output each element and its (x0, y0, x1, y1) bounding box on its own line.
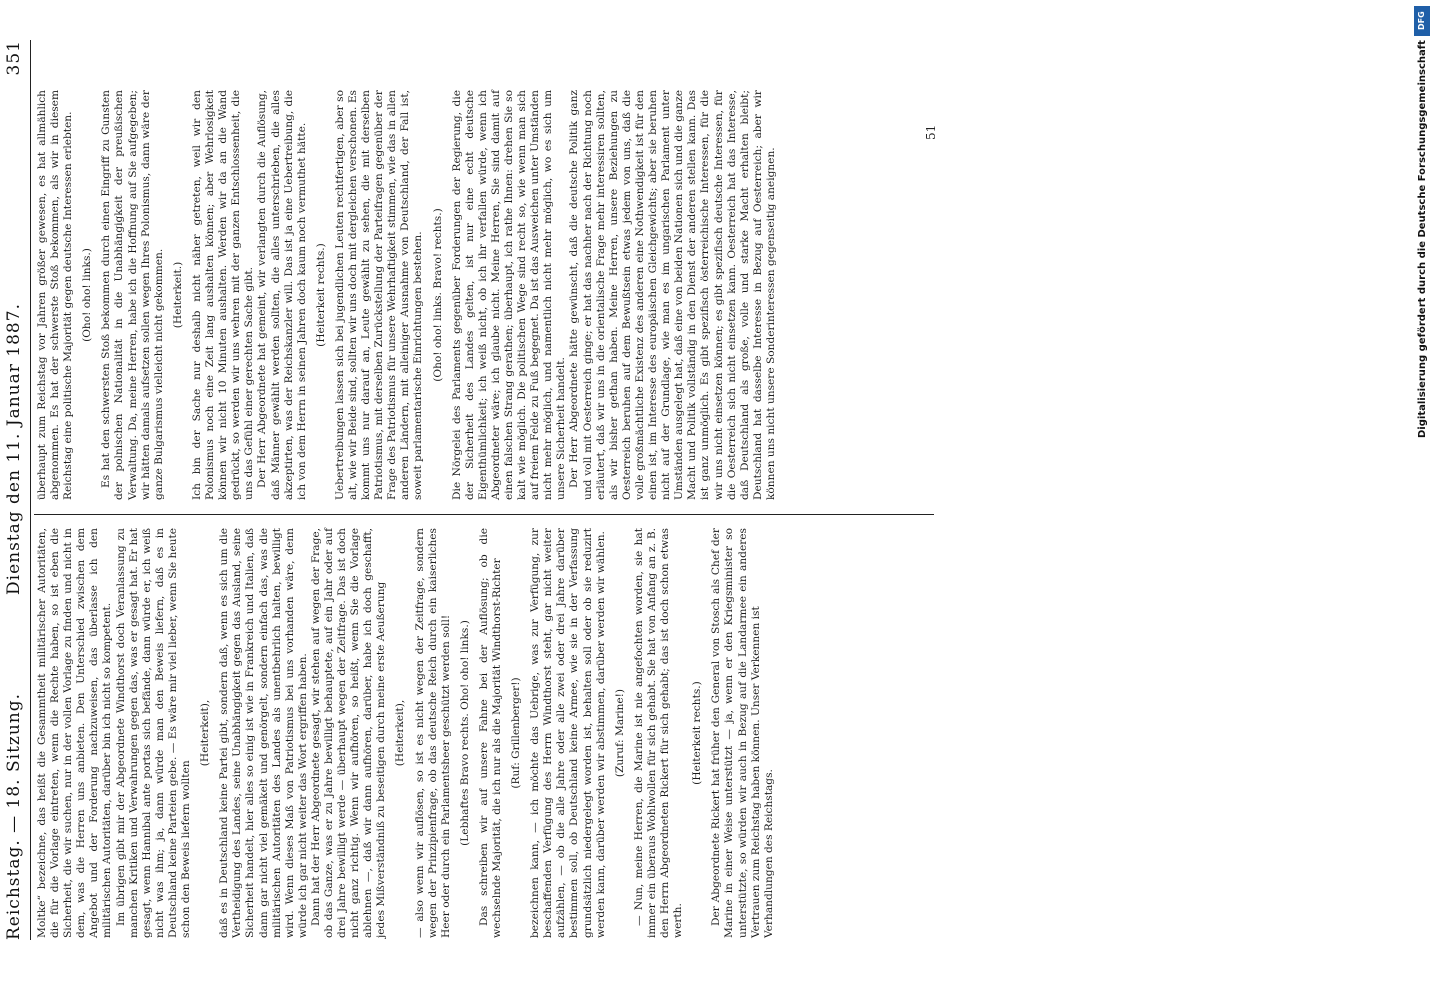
running-head-left: Reichstag. — 18. Sitzung. (4, 692, 24, 940)
stage-direction: (Heiterkeit), (394, 699, 407, 767)
dfg-logo: DFG (1414, 6, 1430, 36)
credit-text: Digitalisierung gefördert durch die Deutsche Forschungsgemeinschaft (1417, 40, 1428, 438)
stage-direction: (Oho! oho! links. Bravo! rechts.) (431, 208, 444, 382)
column-divider (34, 514, 934, 515)
paragraph: Es hat den schwersten Stoß bekommen durch einen Eingriff zu Gunsten der polnischen Nationalität in die Unabhängigkeit der preußischen Verwaltung. Da, meine Herren, habe ich die Hoffnung auf Sie aufgegeben; wir hätten damals aufsetzen sollen wegen Ihres Polonismus, dann wäre der ganze Bulgarismus vielleicht nicht gekommen. (100, 90, 165, 500)
paragraph: Der Herr Abgeordnete hat gemeint, wir verlangten durch die Auflösung, daß Männer gewählt werden sollten, die alles unterschrieben, die alles akzeptirten, was der Reichskanzler will. Das ist ja eine Uebertreibung, die ich von dem Herrn in seinen Jahren doch kaum noch vermuthet hätte. (256, 90, 308, 500)
running-head-date: Dienstag den 11. Januar 1887. (4, 303, 24, 595)
page-signature: 51 (924, 124, 938, 140)
paragraph: Der Herr Abgeordnete hätte gewünscht, daß die deutsche Politik ganz und voll mit Oesterreich ginge; er hat das nachher nach der Richtung noch erläutert, daß wir uns in die orientalische Frage mehr interessiren sollten, als wir bisher gethan haben. Meine Herren, unsere Beziehungen zu Oesterreich beruhen auf dem Bewußtsein etwas jedem von uns, daß die volle großmächtliche Existenz des anderen eine Nothwendigkeit ist für den einen ist, im Interesse des europäischen Gleichgewichts; aber sie beruhen nicht auf der Grundlage, wie man es im ungarischen Parlament unter Umständen ausgelegt hat, daß eine von beiden Nationen sich und die ganze Macht und Politik vollständig in den Dienst der anderen stellen kann. Das ist ganz unmöglich. Es gibt spezifisch österreichische Interessen, für die wir uns nicht einsetzen können; es gibt spezifisch deutsche Interessen, für die Oesterreich sich nicht einsetzen kann. Oesterreich hat das Interesse, daß Deutschland als große, volle und starke Macht erhalten bleibt; Deutschland hat dasselbe Interesse in Bezug auf Oesterreich; aber wir können uns nicht unsere Sonderinteressen gegenseitig aneignen. (568, 90, 777, 500)
paragraph: Der Abgeordnete Rickert hat früher den General von Stosch als Chef der Marine in einer Weise unterstützt — ja, wenn er den Kriegsminister so unterstützte, so würden wir auch in Bezug auf die Landarmee ein anderes Vertrauen zum Reichstag haben können. Unser Verkennen ist (710, 528, 762, 938)
paragraph: Die Nörgelei des Parlaments gegenüber Forderungen der Regierung, die der Sicherheit des Landes gelten, ist nur eine echt deutsche Eigenthümlichkeit; ich weiß nicht, ob ich ihr verfallen würde, wenn ich Abgeordneter wäre; ich glaube nicht. Meine Herren, Sie sind damit auf einen falschen Strang gerathen; überhaupt, ich rathe Ihnen: drehen Sie so kalt wie möglich. Die politischen Wege sind recht so, wie wenn man sich auf freiem Felde zu Fuß begegnet. Da ist das Ausweichen unter Umständen nicht mehr möglich, und namentlich nicht mehr möglich, wo es sich um unsere Sicherheit handelt. (450, 90, 568, 500)
stage-direction: (Heiterkeit rechts.) (314, 243, 327, 347)
credit-strip (1410, 0, 1432, 1000)
paragraph: — Nun, meine Herren, die Marine ist nie angefochten worden, sie hat immer ein überaus Wohlwollen für sich gehabt. Sie hat von Anfang an z. B. den Herrn Abgeordneten Rickert für sich gehabt; das ist doch schon etwas werth. (632, 528, 685, 938)
paragraph: Verhandlungen des Reichstags. (762, 769, 775, 938)
stage-direction: (Heiterkeit.) (171, 261, 184, 329)
page-number: 351 (4, 40, 24, 76)
paragraph: daß es in Deutschland keine Partei gibt, sondern daß, wenn es sich um die Vertheidigung des Landes, seine Unabhängigkeit gegen das Ausland, seine Sicherheit handelt, hier alles so einig ist wie in Frankreich und Italien, daß dann gar nicht viel gemäkelt und genörgelt, sondern einfach das, was die militärischen Autoritäten des Landes als unentbehrlich halten, bewilligt wird. Wenn dieses Maß von Patriotismus bei uns vorhanden wäre, denn würde ich gar nicht weiter das Wort ergriffen haben. (218, 528, 309, 938)
paragraph: Das schreiben wir auf unsere Fahne bei der Auflösung; ob die wechselnde Majorität, die ich nur als die Majorität Windthorst-Richter (477, 528, 503, 938)
paragraph: Im übrigen gibt mir der Abgeordnete Windthorst doch Veranlassung zu manchen Kritiken und Verwahrungen gegen das, was er gesagt hat. Er hat gesagt, wenn Hannibal ante portas sich befände, dann würde er, ich weiß nicht was ihm; ja, dann würde man den Beweis liefern, daß es in Deutschland keine Parteien gebe. — Es wäre mir viel lieber, wenn Sie heute schon den Beweis liefern wollten (114, 528, 193, 938)
paragraph: Moltke“ bezeichne, das heißt die Gesammtheit militärischer Autoritäten, die für die Vorlage eintreten, wenn die Rechte haben, so ist eben die Sicherheit, die wir suchen, nur in der vollen Vorlage zu finden und nicht in dem, was die Herren uns anbieten. Den Unterschied zwischen dem Angebot und der Forderung nachzuweisen, das überlasse ich den militärischen Autoritäten, darüber bin ich nicht so kompetent. (36, 528, 114, 938)
running-head (4, 40, 30, 940)
stage-direction: (Zuruf: Marine!) (613, 688, 626, 778)
paragraph: überhaupt zum Reichstag vor Jahren größer gewesen, es hat allmählich abgenommen. Es hat der schwerste Stoß bekommen, als wir in diesem Reichstag eine politische Majorität gegen deutsche Interessen erlebten. (36, 90, 75, 500)
paragraph: Dann hat der Herr Abgeordnete gesagt, wir stehen auf wegen der Frage, ob das Ganze, was er zu Jahre bewilligt behauptete, auf ein Jahr oder auf drei Jahre bewilligt werde — überhaupt wegen der Zeitfrage. Das ist doch nicht ganz richtig. Wenn wir aufhören, so heißt, wenn Sie die Vorlage ablehnen —, daß wir dann aufhören, darüber, habe ich doch geschafft, jedes Mißverständniß zu beseitigen durch meine erste Aeußerung (309, 528, 388, 938)
header-rule (30, 40, 31, 940)
stage-direction: (Heiterkeit rechts.) (691, 681, 704, 785)
right-column (36, 90, 778, 500)
paragraph: Ich bin der Sache nur deshalb nicht näher getreten, weil wir den Polonismus noch eine Zeit lang aushalten können; aber Wehrlosigkeit können wir nicht 10 Minuten aushalten. Werden wir da an die Wand gedrückt, so werden wir uns wehren mit der ganzen Entschlossenheit, die uns das Gefühl einer gerechten Sache gibt. (190, 90, 256, 500)
stage-direction: (Oho! oho! links.) (81, 248, 94, 342)
stage-direction: (Ruf: Grillenberger!) (510, 677, 523, 789)
stage-direction: (Heiterkeit), (199, 699, 212, 767)
stage-direction: (Lebhaftes Bravo rechts. Oho! oho! links.) (458, 620, 471, 846)
paragraph: — also wenn wir auflösen, so ist es nicht wegen der Zeitfrage, sondern wegen der Prinzipienfrage, ob das deutsche Reich durch ein kaiserliches Heer oder durch ein Parlamentsheer geschützt werden soll! (413, 528, 452, 938)
paragraph: bezeichnen kann, — ich möchte das Uebrige, was zur Verfügung, zur beschaffenden Verfügung des Herrn Windthorst steht, gar nicht weiter aufzählen, — ob die alle Jahre oder alle zwei oder drei Jahre darüber bestimmen soll, ob Deutschland keine Armee, wie sie in der Verfassung grundsätzlich niedergelegt worden ist, behalten soll oder ob sie reduzirt werden kann, darüber werden wir abstimmen, darüber werden wir wählen. (529, 528, 607, 938)
paragraph: Uebertreibungen lassen sich bei jugendlichen Leuten rechtfertigen, aber so alt, wie wir Beide sind, sollten wir uns doch mit dergleichen verschonen. Es kommt uns nur darauf an, Leute gewählt zu sehen, die mit derselben Patriotismus, mit derselben Zurückstellung der Parteifragen gegenüber der Frage des Patriotismus für unsere Wehrhaftigkeit stimmen, wie das in allen anderen Ländern, mit alleiniger Ausnahme von Deutschland, der Fall ist, soweit parlamentarische Einrichtungen bestehen. (333, 90, 425, 500)
left-column (36, 528, 776, 938)
